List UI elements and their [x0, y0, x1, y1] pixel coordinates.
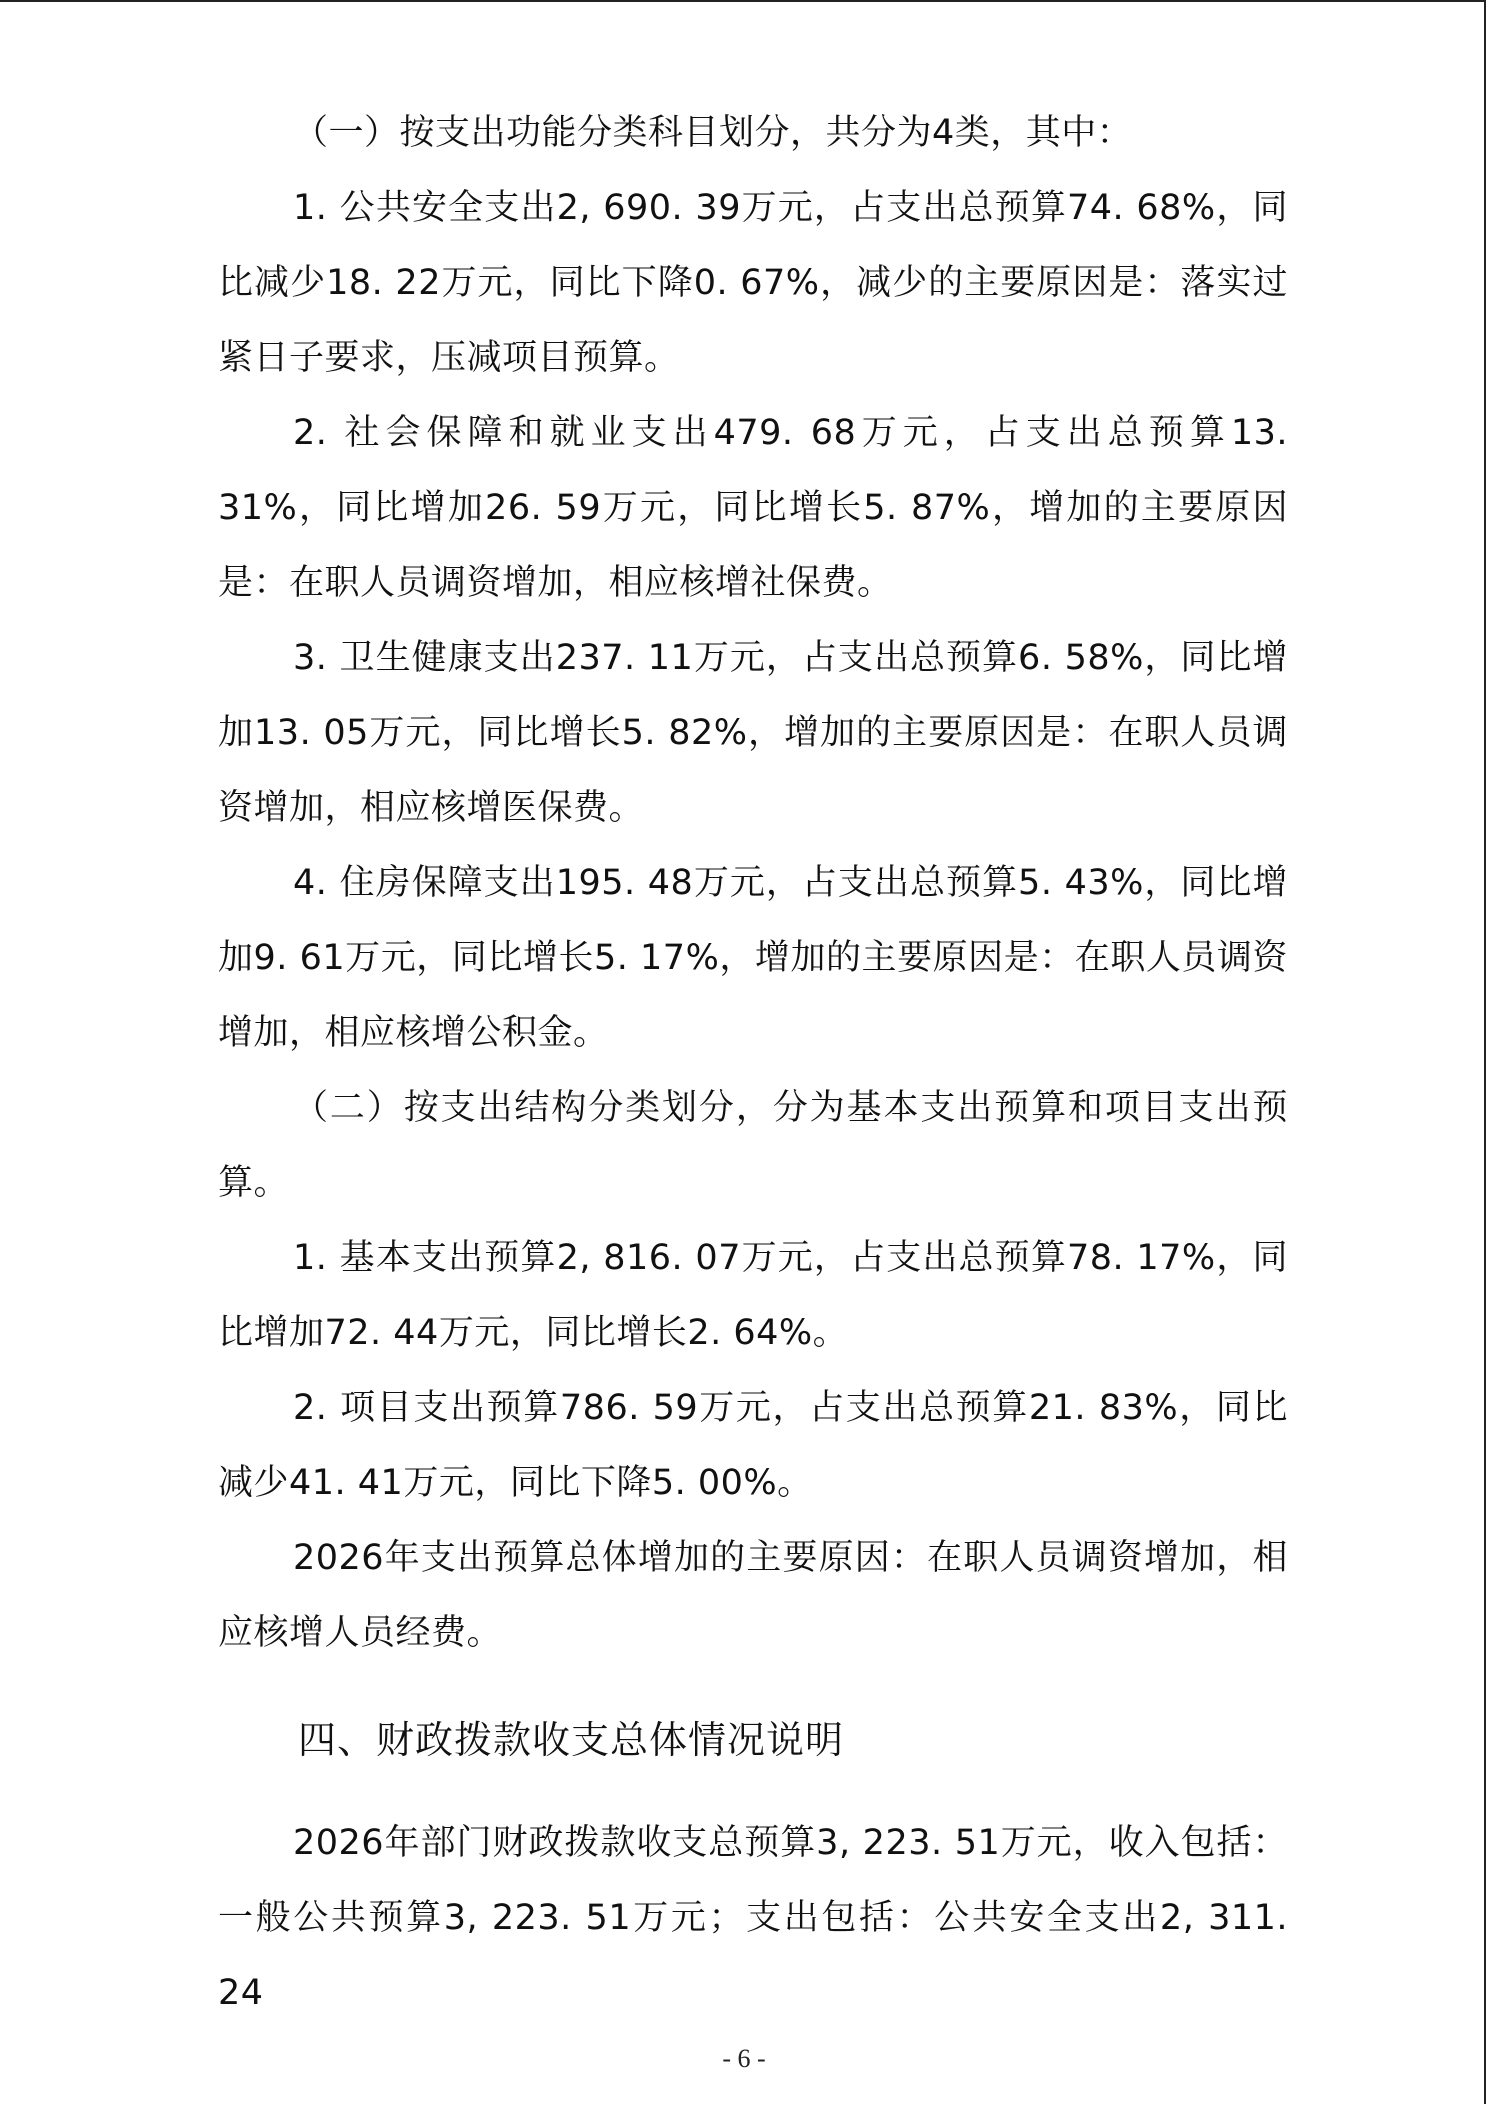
paragraph-fiscal-allocation: 2026年部门财政拨款收支总预算3, 223. 51万元，收入包括：一般公共预算3, 223. 51万元；支出包括：公共安全支出2, 311. 24 [218, 1823, 1288, 2013]
paragraph-housing: 4. 住房保障支出195. 48万元，占支出总预算5. 43%，同比增加9. 61万元，同比增长5. 17%，增加的主要原因是：在职人员调资增加，相应核增公积金。 [218, 863, 1288, 1053]
document-body [218, 96, 1288, 2031]
paragraph-increase-reason: 2026年支出预算总体增加的主要原因：在职人员调资增加，相应核增人员经费。 [218, 1538, 1288, 1653]
paragraph-structure-classification: （二）按支出结构分类划分，分为基本支出预算和项目支出预算。 [218, 1088, 1288, 1203]
paragraph-basic-expenditure: 1. 基本支出预算2, 816. 07万元，占支出总预算78. 17%，同比增加72. 44万元，同比增长2. 64%。 [218, 1238, 1288, 1353]
paragraph-functional-classification: （一）按支出功能分类科目划分，共分为4类，其中： [293, 113, 1133, 153]
section-heading: 四、财政拨款收支总体情况说明 [298, 1718, 845, 1762]
paragraph-social-security: 2. 社会保障和就业支出479. 68万元，占支出总预算13. 31%，同比增加26. 59万元，同比增长5. 87%，增加的主要原因是：在职人员调资增加，相应核增社保费。 [218, 413, 1288, 603]
paragraph-public-safety: 1. 公共安全支出2, 690. 39万元，占支出总预算74. 68%，同比减少18. 22万元，同比下降0. 67%，减少的主要原因是：落实过紧日子要求，压减项目预算。 [218, 188, 1288, 378]
paragraph-project-expenditure: 2. 项目支出预算786. 59万元，占支出总预算21. 83%，同比减少41. 41万元，同比下降5. 00%。 [218, 1388, 1288, 1503]
page-number: - 6 - [722, 2044, 766, 2073]
paragraph-health: 3. 卫生健康支出237. 11万元，占支出总预算6. 58%，同比增加13. 05万元，同比增长5. 82%，增加的主要原因是：在职人员调资增加，相应核增医保费。 [218, 638, 1288, 828]
